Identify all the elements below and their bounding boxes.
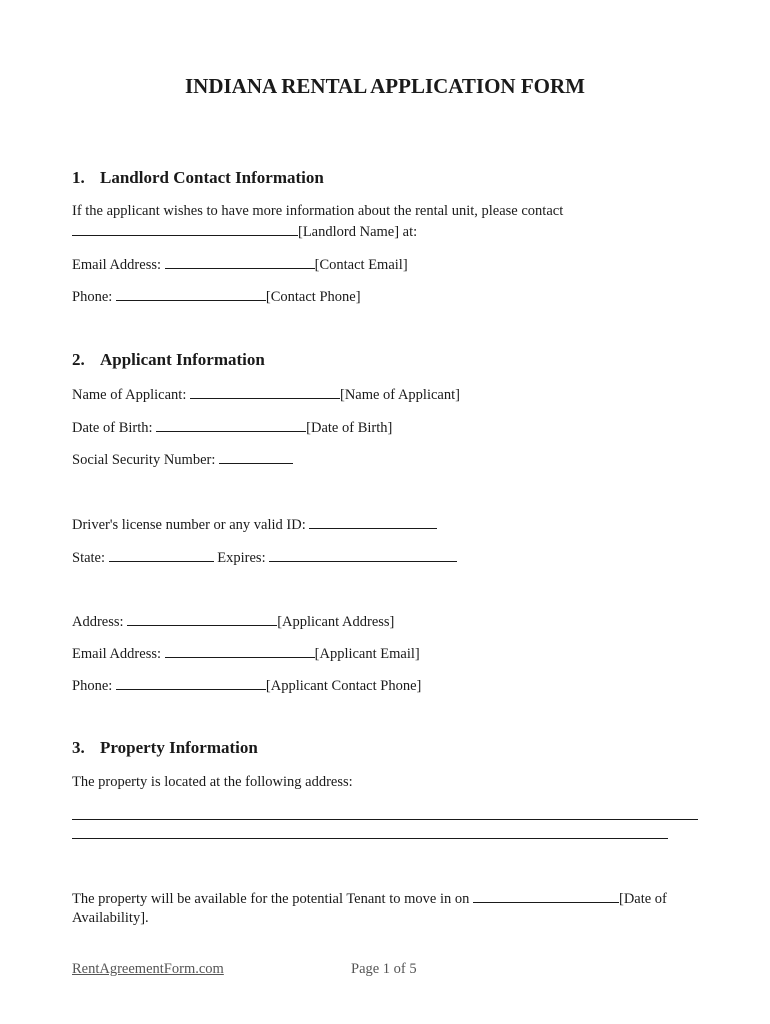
applicant-email-line bbox=[72, 645, 420, 663]
section-heading-property bbox=[72, 738, 258, 758]
applicant-ssn-label: Social Security Number: bbox=[72, 452, 216, 468]
section-number: 1. bbox=[72, 168, 85, 187]
applicant-phone-line bbox=[72, 677, 421, 695]
applicant-name-label: Name of Applicant: bbox=[72, 387, 187, 403]
page-title: INDIANA RENTAL APPLICATION FORM bbox=[184, 74, 585, 98]
landlord-name-field[interactable] bbox=[72, 223, 298, 236]
landlord-phone-field[interactable] bbox=[116, 288, 266, 301]
footer-page-number: Page 1 of 5 bbox=[351, 961, 417, 977]
applicant-state-field[interactable] bbox=[109, 549, 214, 562]
property-address-field-2[interactable] bbox=[72, 838, 668, 839]
property-availability-line bbox=[72, 890, 667, 908]
applicant-dob-line bbox=[72, 419, 392, 437]
applicant-name-line bbox=[72, 386, 460, 404]
applicant-phone-placeholder: [Applicant Contact Phone] bbox=[265, 678, 422, 694]
property-located-text: The property is located at the following address: bbox=[72, 774, 353, 790]
applicant-email-placeholder: [Applicant Email] bbox=[314, 646, 420, 662]
landlord-name-line bbox=[72, 223, 417, 241]
applicant-ssn-line bbox=[72, 451, 293, 469]
applicant-dob-placeholder: [Date of Birth] bbox=[306, 420, 393, 436]
property-availability-field[interactable] bbox=[473, 890, 619, 903]
landlord-email-label: Email Address: bbox=[72, 257, 162, 273]
landlord-name-placeholder: [Landlord Name] at: bbox=[298, 224, 418, 240]
section-number: 3. bbox=[72, 738, 85, 757]
applicant-address-label: Address: bbox=[72, 614, 124, 630]
property-address-field-1[interactable] bbox=[72, 819, 698, 820]
section-heading-landlord bbox=[72, 168, 324, 188]
applicant-address-line bbox=[72, 613, 394, 631]
section-heading-applicant bbox=[72, 350, 265, 370]
applicant-phone-field[interactable] bbox=[116, 677, 266, 690]
section-title: Property Information bbox=[100, 738, 258, 757]
applicant-email-label: Email Address: bbox=[72, 646, 162, 662]
section-title: Applicant Information bbox=[100, 350, 265, 369]
applicant-license-label: Driver's license number or any valid ID: bbox=[72, 517, 306, 533]
property-availability-text: The property will be available for the potential Tenant to move in on bbox=[72, 891, 470, 907]
applicant-expires-label: Expires: bbox=[217, 550, 266, 566]
applicant-address-placeholder: [Applicant Address] bbox=[277, 614, 395, 630]
landlord-phone-placeholder: [Contact Phone] bbox=[265, 289, 361, 305]
section-title: Landlord Contact Information bbox=[100, 168, 324, 187]
landlord-phone-label: Phone: bbox=[72, 289, 113, 305]
landlord-email-line bbox=[72, 256, 408, 274]
section-number: 2. bbox=[72, 350, 85, 369]
applicant-ssn-field[interactable] bbox=[219, 451, 293, 464]
applicant-license-line bbox=[72, 516, 437, 534]
property-availability-placeholder: [Date of bbox=[618, 891, 667, 907]
applicant-dob-label: Date of Birth: bbox=[72, 420, 153, 436]
applicant-email-field[interactable] bbox=[165, 645, 315, 658]
applicant-name-field[interactable] bbox=[190, 386, 340, 399]
landlord-email-field[interactable] bbox=[165, 256, 315, 269]
applicant-state-line bbox=[72, 549, 457, 567]
applicant-phone-label: Phone: bbox=[72, 678, 113, 694]
applicant-name-placeholder: [Name of Applicant] bbox=[339, 387, 460, 403]
landlord-phone-line bbox=[72, 288, 361, 306]
applicant-address-field[interactable] bbox=[127, 613, 277, 626]
landlord-email-placeholder: [Contact Email] bbox=[314, 257, 408, 273]
applicant-dob-field[interactable] bbox=[156, 419, 306, 432]
property-availability-cont: Availability]. bbox=[72, 910, 149, 926]
applicant-license-field[interactable] bbox=[309, 516, 437, 529]
landlord-intro-text: If the applicant wishes to have more information about the rental unit, please contact bbox=[72, 203, 564, 219]
applicant-state-label: State: bbox=[72, 550, 106, 566]
applicant-expires-field[interactable] bbox=[269, 549, 457, 562]
footer-site-link[interactable]: RentAgreementForm.com bbox=[72, 961, 224, 977]
